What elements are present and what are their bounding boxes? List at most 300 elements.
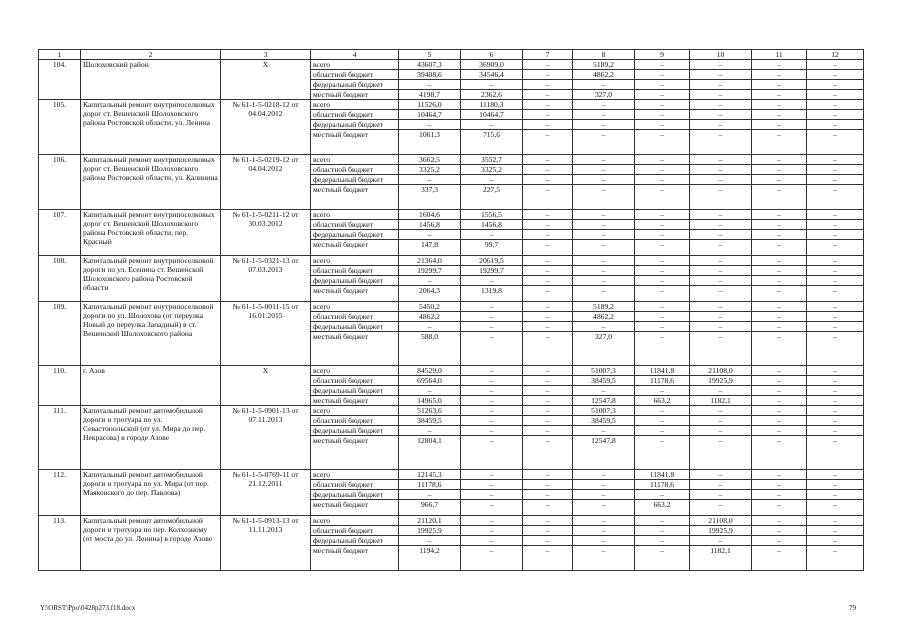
amount-cell: – [573,230,635,240]
amount-cell: – [461,416,523,426]
amount-cell: – [690,240,752,256]
amount-cell: 99,7 [461,240,523,256]
amount-cell: – [807,490,864,500]
amount-cell: – [523,70,573,80]
amount-cell: – [635,416,690,426]
funding-source: всего [311,366,399,376]
amount-cell: 12547,8 [573,436,635,470]
amount-cell: – [690,312,752,322]
document-ref: № 61-1-5-0218-12 от 04.04.2012 [221,100,311,155]
amount-cell: – [461,120,523,130]
funding-source: федеральный бюджет [311,230,399,240]
amount-cell: – [690,210,752,220]
amount-cell: – [690,500,752,516]
amount-cell: – [461,436,523,470]
row-number: 113. [39,516,81,571]
amount-cell: 327,0 [573,90,635,100]
amount-cell: – [807,100,864,110]
column-number-row [39,50,864,60]
document-ref: Х [221,60,311,100]
amount-cell: – [635,516,690,526]
amount-cell: 663,2 [635,396,690,406]
funding-source: областной бюджет [311,220,399,230]
amount-cell: – [573,546,635,571]
amount-cell: – [523,80,573,90]
amount-cell: – [523,276,573,286]
object-name: Капитальный ремонт внутрипоселковой дороги по ул. Есенина ст. Вешенской Шолоховского района Ростовской области [81,256,221,302]
amount-cell: 12547,8 [573,396,635,406]
amount-cell: – [752,426,807,436]
amount-cell: – [461,516,523,526]
amount-cell: – [573,322,635,332]
amount-cell: 4862,2 [573,312,635,322]
amount-cell: – [752,396,807,406]
amount-cell: – [635,185,690,210]
col-num: 5 [399,50,461,60]
amount-cell: – [461,386,523,396]
amount-cell: – [807,386,864,396]
amount-cell: – [635,526,690,536]
amount-cell: – [573,130,635,155]
funding-source: областной бюджет [311,266,399,276]
footer-file-path: Y:\ORST\Ppo\0428p273.f18.docx [40,604,136,612]
object-name: Капитальный ремонт внутрипоселковых дорог ст. Вешенской Шолоховского района Ростовской области, ул. Ленина [81,100,221,155]
funding-source: всего [311,256,399,266]
amount-cell: – [523,536,573,546]
table-row [39,516,864,526]
amount-cell: – [807,470,864,480]
amount-cell: – [635,210,690,220]
amount-cell: – [635,386,690,396]
amount-cell: – [399,322,461,332]
funding-source: всего [311,60,399,70]
amount-cell: 10464,7 [399,110,461,120]
object-name: Шолоховский район [81,60,221,100]
amount-cell: – [752,276,807,286]
amount-cell: – [523,155,573,165]
amount-cell: – [752,90,807,100]
amount-cell: – [807,90,864,100]
amount-cell: – [807,256,864,266]
amount-cell: 1061,3 [399,130,461,155]
funding-source: областной бюджет [311,416,399,426]
amount-cell: – [523,436,573,470]
amount-cell: 4862,2 [573,70,635,80]
funding-source: областной бюджет [311,480,399,490]
col-num: 4 [311,50,399,60]
amount-cell: – [399,175,461,185]
amount-cell: 5189,2 [573,302,635,312]
amount-cell: – [635,175,690,185]
amount-cell: – [807,120,864,130]
funding-source: местный бюджет [311,130,399,155]
amount-cell: – [523,266,573,276]
table-row [39,100,864,110]
amount-cell: 2064,3 [399,286,461,302]
amount-cell: – [752,312,807,322]
amount-cell: – [635,266,690,276]
amount-cell: – [523,386,573,396]
amount-cell: 43607,3 [399,60,461,70]
amount-cell: – [752,436,807,470]
amount-cell: 38459,5 [573,376,635,386]
amount-cell: – [690,536,752,546]
amount-cell: – [635,240,690,256]
amount-cell: – [690,332,752,366]
table-row [39,366,864,376]
amount-cell: – [807,286,864,302]
amount-cell: – [399,230,461,240]
amount-cell: – [752,60,807,70]
amount-cell: – [635,130,690,155]
col-num: 7 [523,50,573,60]
amount-cell: – [752,230,807,240]
amount-cell: – [461,490,523,500]
amount-cell: – [399,490,461,500]
amount-cell: 715,6 [461,130,523,155]
amount-cell: – [523,312,573,322]
funding-source: местный бюджет [311,90,399,100]
amount-cell: – [573,240,635,256]
amount-cell: – [523,480,573,490]
amount-cell: – [399,386,461,396]
amount-cell: – [690,110,752,120]
amount-cell: 51263,6 [399,406,461,416]
amount-cell: – [523,286,573,302]
amount-cell: – [399,80,461,90]
amount-cell: – [523,322,573,332]
amount-cell: – [461,536,523,546]
amount-cell: – [752,490,807,500]
col-num: 2 [81,50,221,60]
amount-cell: – [461,500,523,516]
amount-cell: – [573,256,635,266]
amount-cell: – [690,165,752,175]
amount-cell: – [752,155,807,165]
amount-cell: – [752,322,807,332]
amount-cell: – [573,286,635,302]
row-number: 108. [39,256,81,302]
amount-cell: – [807,332,864,366]
amount-cell: – [807,322,864,332]
funding-source: всего [311,516,399,526]
amount-cell: – [523,130,573,155]
amount-cell: – [573,175,635,185]
amount-cell: – [635,60,690,70]
amount-cell: – [573,276,635,286]
amount-cell: – [807,500,864,516]
amount-cell: – [523,332,573,366]
row-number: 105. [39,100,81,155]
amount-cell: 1194,2 [399,546,461,571]
amount-cell: – [573,155,635,165]
amount-cell: – [752,406,807,416]
amount-cell: – [807,302,864,312]
amount-cell: 3552,7 [461,155,523,165]
amount-cell: – [461,230,523,240]
amount-cell: – [635,70,690,80]
amount-cell: – [752,286,807,302]
amount-cell: – [523,210,573,220]
amount-cell: – [752,165,807,175]
amount-cell: – [690,100,752,110]
amount-cell: 1604,6 [399,210,461,220]
row-number: 112. [39,470,81,516]
funding-source: федеральный бюджет [311,536,399,546]
amount-cell: 19925,9 [690,376,752,386]
amount-cell: – [752,120,807,130]
table-row [39,302,864,312]
amount-cell: – [690,416,752,426]
amount-cell: 1456,8 [399,220,461,230]
amount-cell: – [523,175,573,185]
amount-cell: – [752,175,807,185]
amount-cell: – [461,406,523,416]
amount-cell: – [461,276,523,286]
amount-cell: – [807,536,864,546]
amount-cell: 19299,7 [461,266,523,276]
funding-source: местный бюджет [311,240,399,256]
amount-cell: 21120,1 [399,516,461,526]
col-num: 10 [690,50,752,60]
table-row [39,256,864,266]
funding-source: областной бюджет [311,70,399,80]
amount-cell: – [523,470,573,480]
funding-source: всего [311,470,399,480]
amount-cell: – [573,80,635,90]
amount-cell: – [807,266,864,276]
amount-cell: – [752,70,807,80]
amount-cell: – [690,470,752,480]
amount-cell: – [523,302,573,312]
col-num: 9 [635,50,690,60]
funding-source: федеральный бюджет [311,120,399,130]
object-name: Капитальный ремонт автомобильной дороги и тротуара по ул. Мира (от пер. Маяковского до пер. Павлова) [81,470,221,516]
amount-cell: – [752,210,807,220]
col-num: 11 [752,50,807,60]
amount-cell: – [523,406,573,416]
amount-cell: – [752,332,807,366]
amount-cell: – [690,286,752,302]
amount-cell: 36909,0 [461,60,523,70]
funding-source: областной бюджет [311,376,399,386]
amount-cell: – [635,100,690,110]
amount-cell: – [807,230,864,240]
amount-cell: – [399,536,461,546]
document-ref: № 61-1-5-0321-13 от 07.03.2013 [221,256,311,302]
col-num: 1 [39,50,81,60]
funding-source: федеральный бюджет [311,386,399,396]
amount-cell: – [807,396,864,406]
col-num: 12 [807,50,864,60]
object-name: Капитальный ремонт автомобильной дороги и тротуара по ул. Севастопольской (от ул. Мира до пер. Некрасова) в городе Азове [81,406,221,470]
object-name: Капитальный ремонт внутрипоселковых дорог ст. Вешенской Шолоховского района Ростовской области, пер. Красный [81,210,221,256]
funding-source: федеральный бюджет [311,80,399,90]
document-table-container [38,49,863,571]
amount-cell: – [690,60,752,70]
amount-cell: 11180,3 [461,100,523,110]
amount-cell: – [807,155,864,165]
amount-cell: – [752,546,807,571]
amount-cell: – [461,426,523,436]
amount-cell: – [635,536,690,546]
amount-cell: – [635,220,690,230]
row-number: 106. [39,155,81,210]
amount-cell: – [690,276,752,286]
amount-cell: 11178,6 [399,480,461,490]
amount-cell: – [573,480,635,490]
amount-cell: – [807,185,864,210]
amount-cell: 337,3 [399,185,461,210]
amount-cell: – [752,536,807,546]
amount-cell: – [573,210,635,220]
amount-cell: – [635,546,690,571]
document-ref: № 61-1-5-0011-15 от 16.01.2015 [221,302,311,366]
amount-cell: – [690,302,752,312]
amount-cell: – [523,366,573,376]
amount-cell: – [807,220,864,230]
amount-cell: – [752,480,807,490]
object-name: г. Азов [81,366,221,406]
page-number: 79 [849,604,856,612]
amount-cell: – [461,312,523,322]
amount-cell: 21108,0 [690,366,752,376]
amount-cell: – [523,256,573,266]
amount-cell: – [461,376,523,386]
amount-cell: 588,0 [399,332,461,366]
amount-cell: – [635,426,690,436]
amount-cell: 5189,2 [573,60,635,70]
amount-cell: 3325,2 [399,165,461,175]
amount-cell: 1182,1 [690,546,752,571]
amount-cell: – [807,130,864,155]
amount-cell: – [752,376,807,386]
document-ref: Х [221,366,311,406]
amount-cell: – [573,526,635,536]
amount-cell: – [690,90,752,100]
amount-cell: – [807,276,864,286]
funding-source: местный бюджет [311,500,399,516]
amount-cell: – [635,490,690,500]
funding-source: всего [311,210,399,220]
funding-source: областной бюджет [311,110,399,120]
amount-cell: 20619,5 [461,256,523,266]
amount-cell: – [573,120,635,130]
amount-cell: – [461,546,523,571]
amount-cell: – [461,80,523,90]
amount-cell: – [690,185,752,210]
amount-cell: 11178,6 [635,376,690,386]
amount-cell: – [807,312,864,322]
amount-cell: – [573,516,635,526]
amount-cell: 11178,6 [635,480,690,490]
funding-source: всего [311,406,399,416]
amount-cell: – [752,256,807,266]
funding-source: областной бюджет [311,165,399,175]
amount-cell: – [752,526,807,536]
amount-cell: – [523,396,573,406]
amount-cell: – [690,220,752,230]
amount-cell: – [523,110,573,120]
amount-cell: – [573,220,635,230]
amount-cell: – [807,110,864,120]
col-num: 6 [461,50,523,60]
funding-source: местный бюджет [311,286,399,302]
funding-source: федеральный бюджет [311,322,399,332]
amount-cell: – [523,230,573,240]
amount-cell: 19299,7 [399,266,461,276]
amount-cell: – [752,470,807,480]
amount-cell: – [635,256,690,266]
amount-cell: – [690,120,752,130]
amount-cell: – [690,70,752,80]
table-row [39,210,864,220]
amount-cell: – [461,470,523,480]
table-row [39,155,864,165]
amount-cell: 69564,0 [399,376,461,386]
amount-cell: 10464,7 [461,110,523,120]
amount-cell: – [752,110,807,120]
funding-source: федеральный бюджет [311,490,399,500]
amount-cell: – [461,302,523,312]
amount-cell: – [573,165,635,175]
amount-cell: – [635,302,690,312]
amount-cell: – [635,332,690,366]
amount-cell: – [523,426,573,436]
funding-source: местный бюджет [311,546,399,571]
amount-cell: – [573,185,635,210]
amount-cell: 1182,1 [690,396,752,406]
amount-cell: – [635,286,690,302]
amount-cell: 34546,4 [461,70,523,80]
amount-cell: – [523,220,573,230]
amount-cell: – [635,165,690,175]
amount-cell: 1556,5 [461,210,523,220]
amount-cell: – [690,406,752,416]
amount-cell: – [690,480,752,490]
amount-cell: – [807,70,864,80]
amount-cell: 3662,5 [399,155,461,165]
object-name: Капитальный ремонт внутрипоселковых дорог ст. Вешенской Шолоховского района Ростовской области, ул. Калинина [81,155,221,210]
amount-cell: 84529,0 [399,366,461,376]
amount-cell: 19925,9 [690,526,752,536]
amount-cell: 11841,8 [635,366,690,376]
amount-cell: 663,2 [635,500,690,516]
amount-cell: – [752,516,807,526]
amount-cell: – [573,100,635,110]
amount-cell: – [635,312,690,322]
amount-cell: 12804,1 [399,436,461,470]
amount-cell: – [523,546,573,571]
amount-cell: 21364,0 [399,256,461,266]
amount-cell: 966,7 [399,500,461,516]
amount-cell: 4198,7 [399,90,461,100]
amount-cell: 227,5 [461,185,523,210]
row-number: 107. [39,210,81,256]
amount-cell: – [399,426,461,436]
amount-cell: 5450,2 [399,302,461,312]
amount-cell: 21108,0 [690,516,752,526]
amount-cell: – [523,490,573,500]
amount-cell: – [752,500,807,516]
funding-source: местный бюджет [311,396,399,406]
amount-cell: 19925,9 [399,526,461,536]
funding-source: федеральный бюджет [311,276,399,286]
funding-source: федеральный бюджет [311,175,399,185]
document-ref: № 61-1-5-0769-11 от 21.12.2011 [221,470,311,516]
amount-cell: – [635,406,690,416]
amount-cell: – [690,230,752,240]
